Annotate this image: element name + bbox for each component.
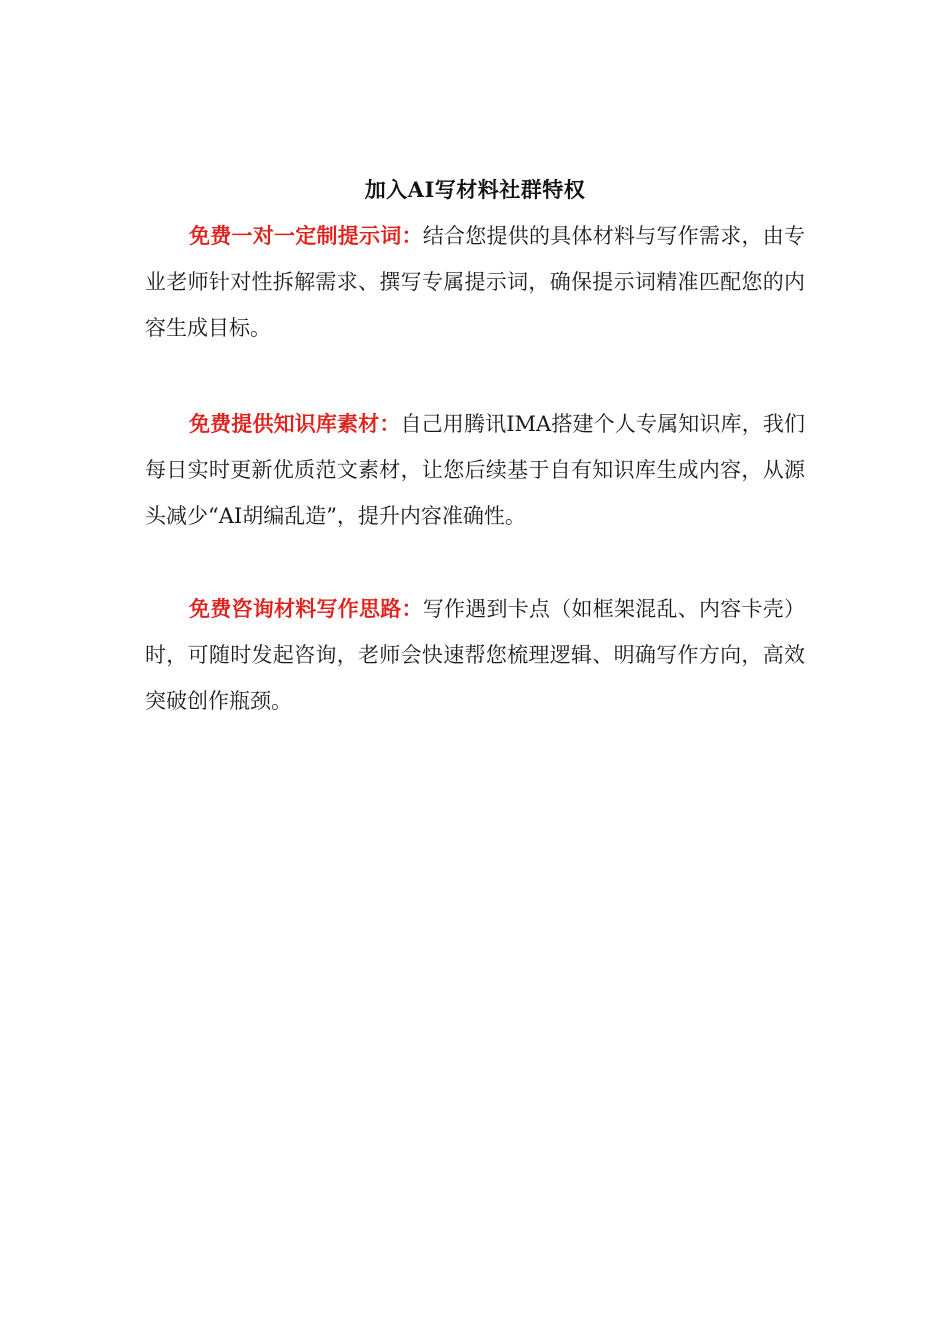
benefit-heading-knowledge-base: 免费提供知识库素材： xyxy=(189,411,401,436)
benefit-heading-writing-consultation: 免费咨询材料写作思路： xyxy=(189,596,423,621)
document-title: 加入AI写材料社群特权 xyxy=(364,177,586,202)
benefit-heading-custom-prompts: 免费一对一定制提示词： xyxy=(189,223,423,248)
benefit-paragraph-writing-consultation xyxy=(145,586,805,724)
benefit-body-knowledge-base: 自己用腾讯IMA搭建个人专属知识库，我们每日实时更新优质范文素材，让您后续基于自有知识库生成内容，从源头减少“AI胡编乱造”，提升内容准确性。 xyxy=(145,412,806,528)
benefit-paragraph-knowledge-base xyxy=(145,401,805,539)
benefit-body-writing-consultation: 写作遇到卡点（如框架混乱、内容卡壳）时，可随时发起咨询，老师会快速帮您梳理逻辑、明确写作方向，高效突破创作瓶颈。 xyxy=(145,597,805,713)
benefit-paragraph-custom-prompts xyxy=(145,213,805,351)
benefit-body-custom-prompts: 结合您提供的具体材料与写作需求，由专业老师针对性拆解需求、撰写专属提示词，确保提示词精准匹配您的内容生成目标。 xyxy=(145,224,805,340)
